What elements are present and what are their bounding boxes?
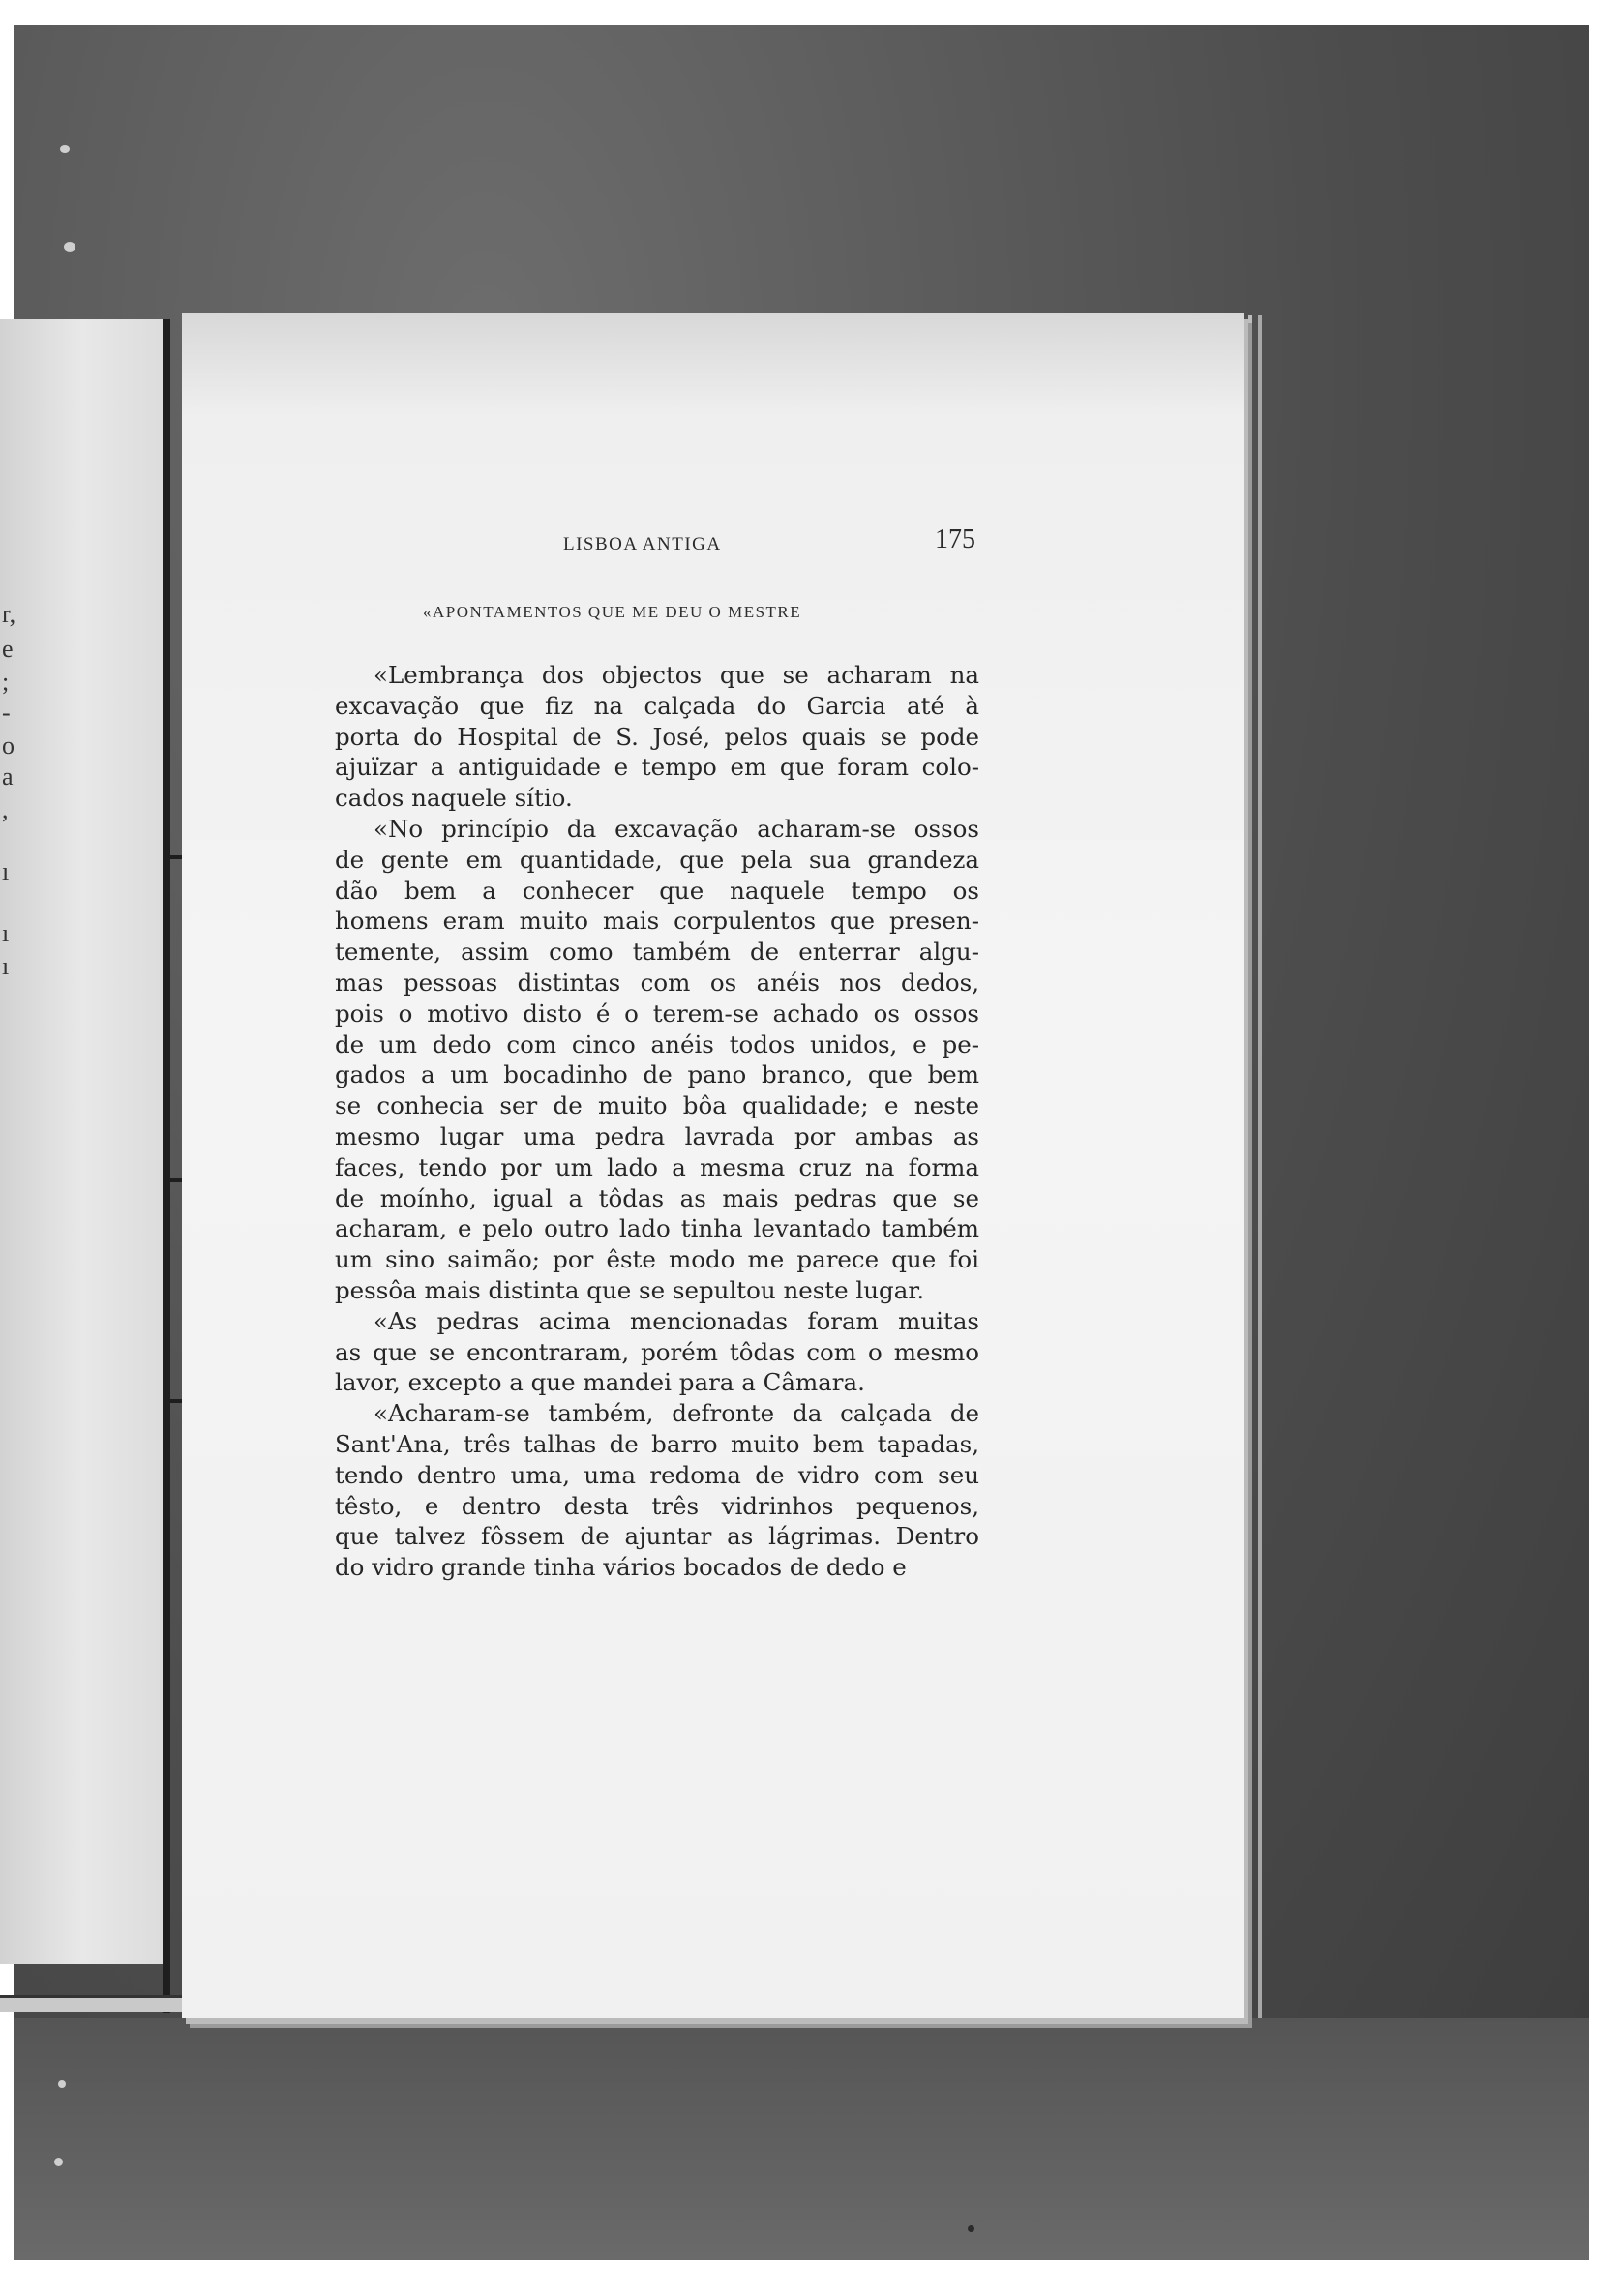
book-gutter [163,319,170,2013]
text-line: Sant'Ana, três talhas de barro muito bem tapadas, [335,1429,979,1458]
text-line: «Acharam-se também, defronte da calçada de [374,1399,979,1428]
margin-fragment: o [2,731,15,760]
dust-speck [54,2158,63,2166]
paragraph [335,660,979,814]
dust-speck [60,145,70,153]
text-line: excavação que fiz na calçada do Garcia até à [335,691,979,720]
text-line: dão bem a conhecer que naquele tempo os [335,876,979,905]
paragraph [335,1306,979,1398]
margin-fragment: ı [2,952,10,980]
left-margin-fragments [0,319,39,1964]
text-line: um sino saimão; por êste modo me parece que foi [335,1245,979,1274]
page-edge [1258,315,1262,2018]
margin-fragment: ı [2,857,10,885]
facing-page-left [0,319,165,1964]
margin-fragment: - [2,699,11,727]
text-line: de um dedo com cinco anéis todos unidos, e pe- [335,1029,979,1059]
section-heading: «APONTAMENTOS QUE ME DEU O MESTRE [423,603,802,621]
page-edge [1248,315,1252,2018]
text-line: gados a um bocadinho de pano branco, que bem [335,1060,979,1089]
text-line: de moínho, igual a tôdas as mais pedras que se [335,1183,979,1212]
dust-speck [58,2080,66,2088]
margin-fragment: ı [2,919,10,947]
text-line: pois o motivo disto é o terem-se achado os ossos [335,999,979,1028]
text-line: «As pedras acima mencionadas foram muitas [374,1306,979,1335]
text-line: porta do Hospital de S. José, pelos quais se pode [335,722,979,751]
margin-fragment: a [2,762,14,790]
page-number: 175 [935,524,975,554]
text-line: as que se encontraram, porém tôdas com o mesmo [335,1337,979,1366]
dust-speck [64,242,75,252]
text-line: de gente em quantidade, que pela sua grandeza [335,845,979,874]
text-line: cados naquele sítio. [335,784,573,813]
paragraph [335,814,979,1306]
table-surface [14,2018,1589,2260]
margin-fragment: ; [2,668,10,696]
text-line: acharam, e pelo outro lado tinha levantado também [335,1214,979,1243]
text-line: se conhecia ser de muito bôa qualidade; e neste [335,1091,979,1120]
text-line: que talvez fôssem de ajuntar as lágrimas. Dentro [335,1522,979,1551]
text-line: lavor, excepto a que mandei para a Câmara. [335,1368,865,1397]
text-line: mas pessoas distintas com os anéis nos dedos, [335,968,979,997]
body-text [335,660,979,1583]
text-line: «No princípio da excavação acharam-se ossos [374,814,979,843]
text-line: tendo dentro uma, uma redoma de vidro com seu [335,1460,979,1489]
text-line: pessôa mais distinta que se sepultou neste lugar. [335,1275,925,1304]
text-line: homens eram muito mais corpulentos que presen- [335,907,979,936]
margin-fragment: e [2,635,14,663]
text-line: têsto, e dentro desta três vidrinhos pequenos, [335,1491,979,1520]
text-line: temente, assim como também de enterrar algu- [335,938,979,967]
running-head: LISBOA ANTIGA [563,534,722,554]
text-line: do vidro grande tinha vários bocados de dedo e [335,1553,907,1582]
text-line: faces, tendo por um lado a mesma cruz na forma [335,1152,979,1181]
text-line: «Lembrança dos objectos que se acharam na [374,661,979,689]
margin-fragment: r, [2,600,16,628]
paragraph [335,1398,979,1583]
dust-speck [968,2225,974,2232]
text-line: ajuïzar a antiguidade e tempo em que foram colo- [335,753,979,782]
text-line: mesmo lugar uma pedra lavrada por ambas as [335,1121,979,1150]
margin-fragment: , [2,795,9,823]
